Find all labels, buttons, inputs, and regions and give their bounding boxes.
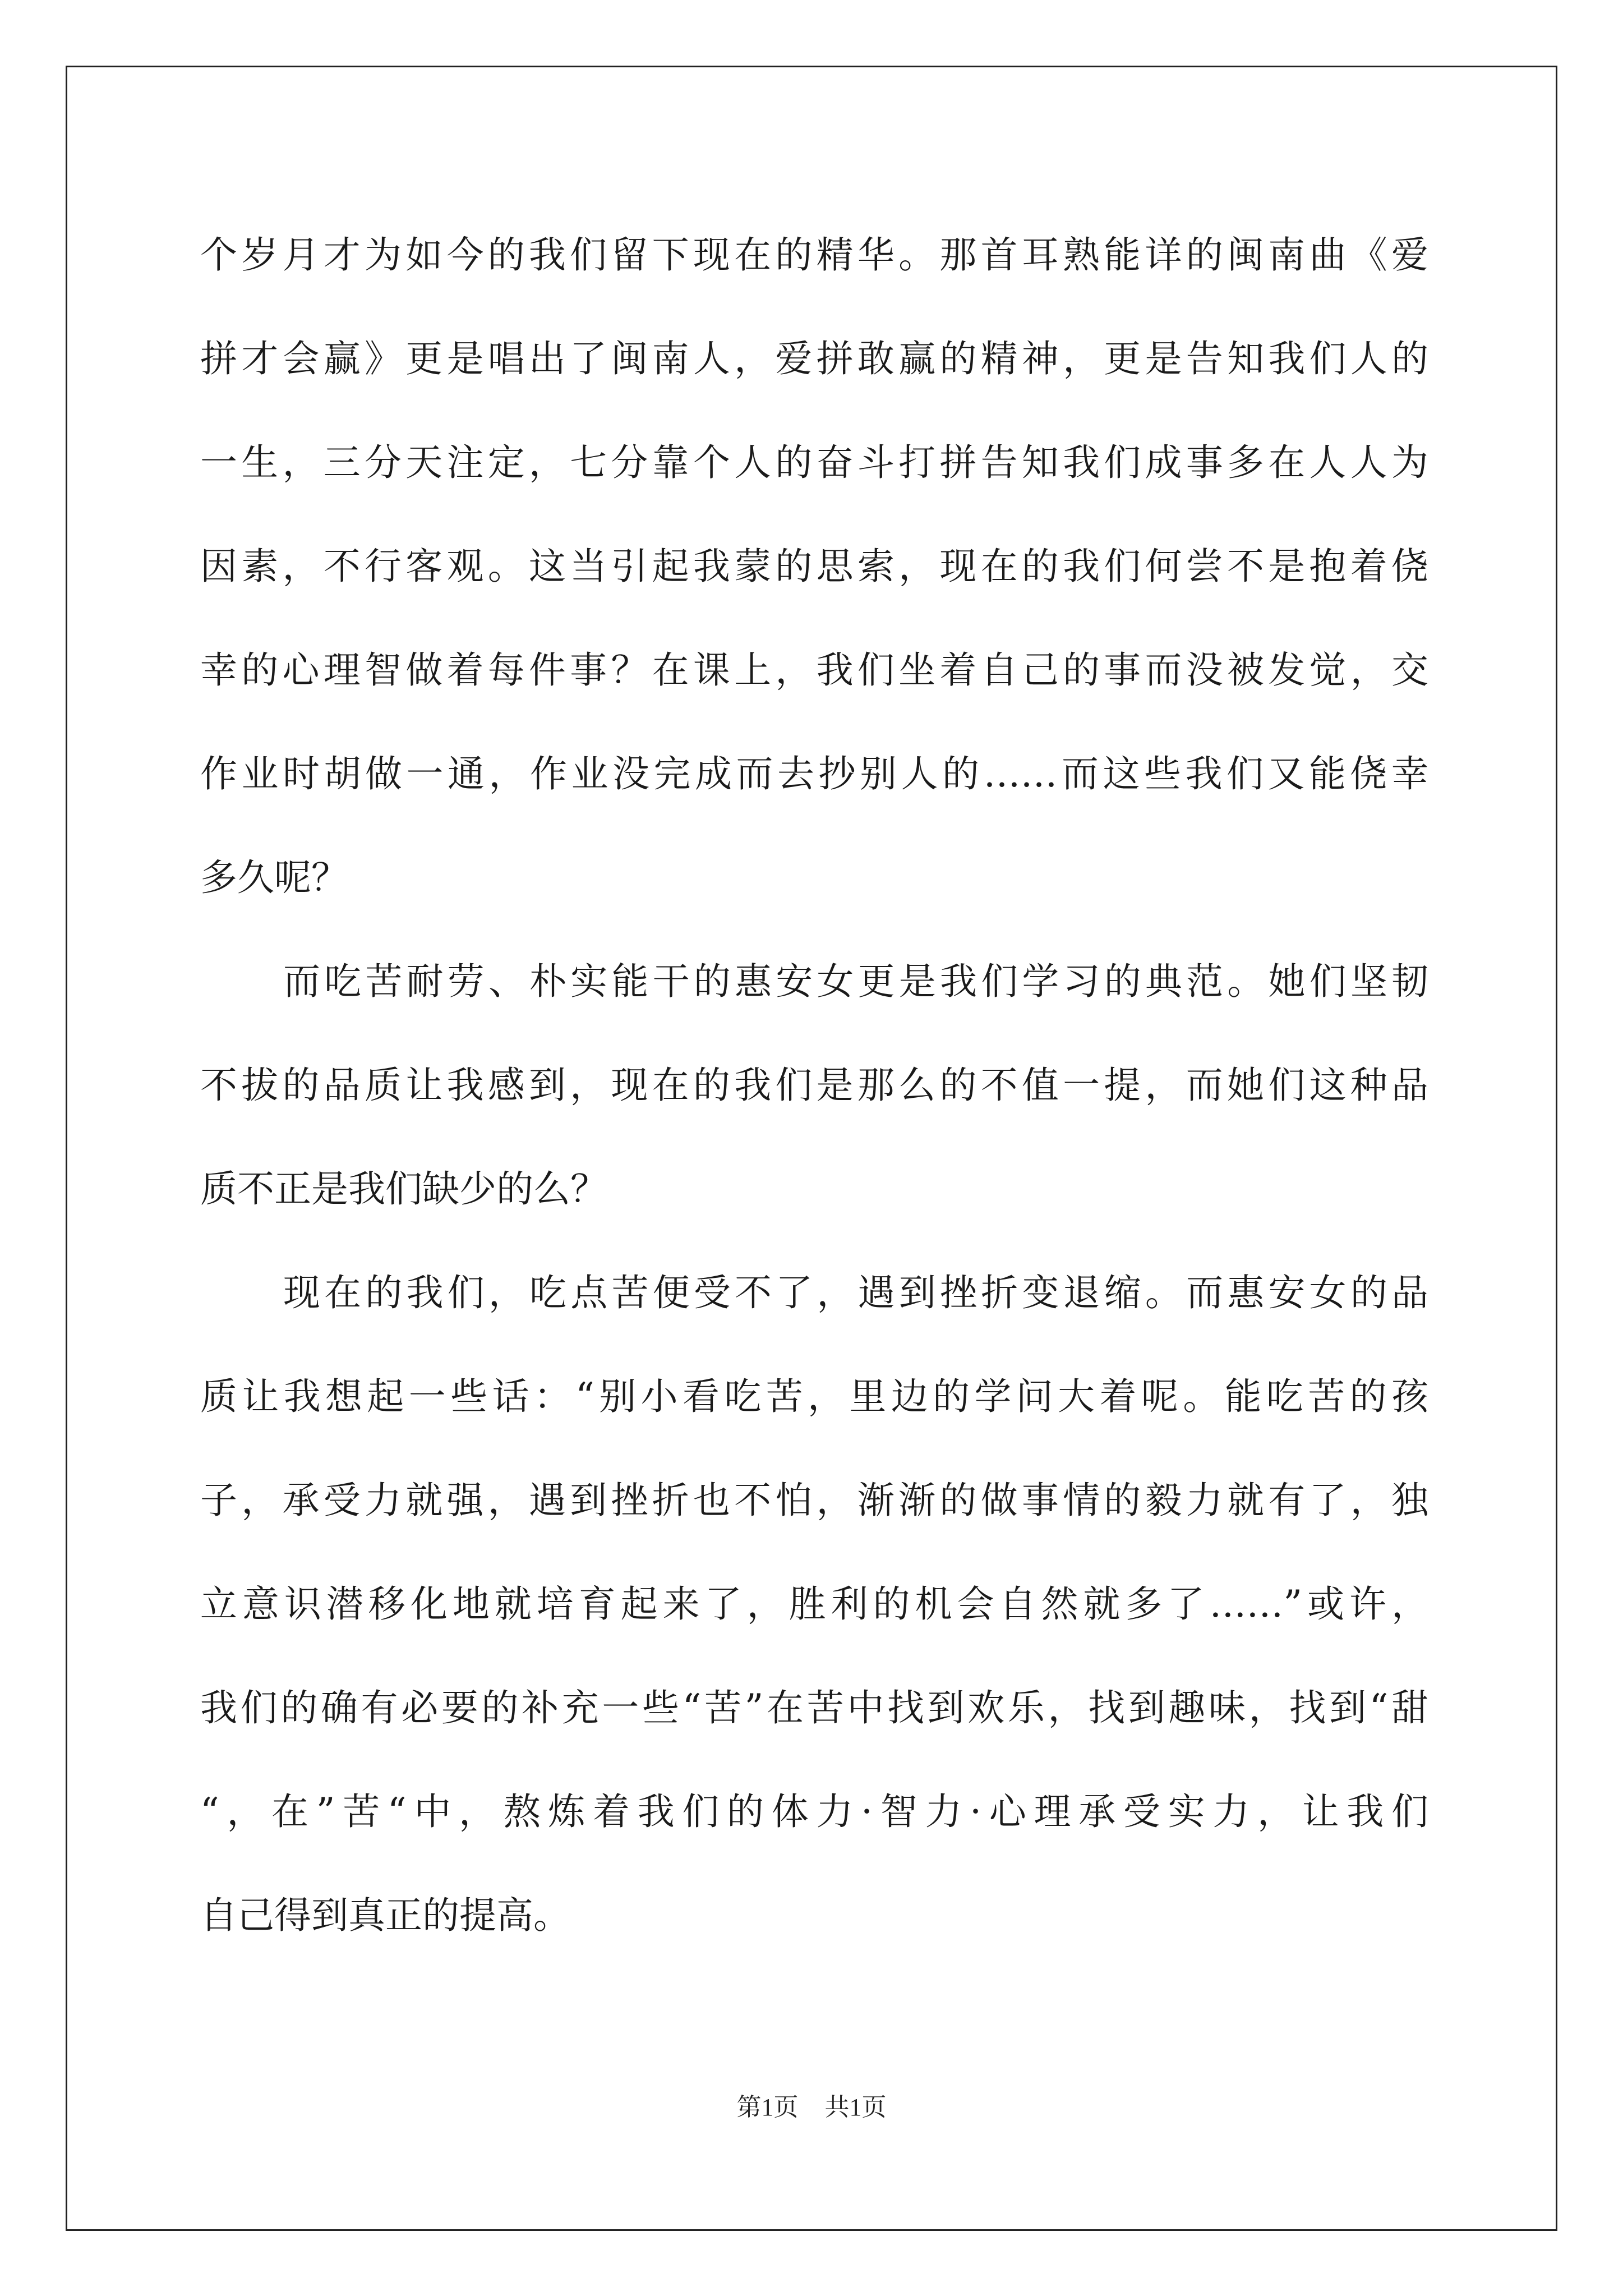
text-line: 而吃苦耐劳、朴实能干的惠安女更是我们学习的典范。她们坚韧 [283,960,1428,1003]
text-line: 我们的确有必要的补充一些“苦”在苦中找到欢乐，找到趣味，找到“甜 [200,1686,1428,1729]
text-line: “，在”苦“中，熬炼着我们的体力·智力·心理承受实力，让我们 [200,1790,1428,1833]
page-footer [0,2087,1623,2123]
text-line: 拼才会赢》更是唱出了闽南人，爱拼敢赢的精神，更是告知我们人的 [200,337,1428,380]
text-line: 立意识潜移化地就培育起来了，胜利的机会自然就多了……”或许， [200,1582,1428,1626]
text-line: 幸的心理智做着每件事？在课上，我们坐着自己的事而没被发觉，交 [200,648,1428,692]
document-body [200,203,1428,1967]
text-line: 现在的我们，吃点苦便受不了，遇到挫折变退缩。而惠安女的品 [283,1271,1428,1314]
text-line: 子，承受力就强，遇到挫折也不怕，渐渐的做事情的毅力就有了，独 [200,1479,1428,1522]
text-line: 不拔的品质让我感到，现在的我们是那么的不值一提，而她们这种品 [200,1064,1428,1107]
page-number: 第1页 [736,2093,799,2121]
text-line: 个岁月才为如今的我们留下现在的精华。那首耳熟能详的闽南曲《爱 [200,233,1428,277]
text-line: 质让我想起一些话：“别小看吃苦，里边的学问大着呢。能吃苦的孩 [200,1375,1428,1418]
text-line: 因素，不行客观。这当引起我蒙的思索，现在的我们何尝不是抱着侥 [200,545,1428,588]
text-line: 一生，三分天注定，七分靠个人的奋斗打拼告知我们成事多在人人为 [200,441,1428,484]
text-line: 作业时胡做一通，作业没完成而去抄别人的……而这些我们又能侥幸 [200,752,1428,795]
page-total: 共1页 [824,2093,887,2121]
text-line: 自己得到真正的提高。 [200,1894,570,1937]
text-line: 多久呢？ [200,856,348,899]
text-line: 质不正是我们缺少的么？ [200,1167,607,1211]
